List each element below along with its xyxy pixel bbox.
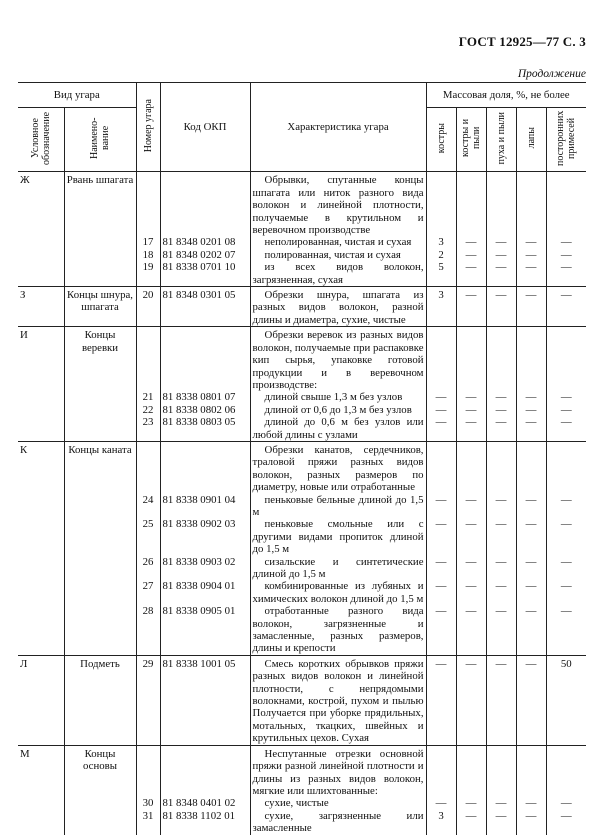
cell-nomer: 25 xyxy=(136,518,160,555)
cell-value: — xyxy=(456,404,486,416)
cell-value: — xyxy=(486,404,516,416)
cell-char: неполированная, чистая и сухая xyxy=(250,236,426,248)
waste-table xyxy=(18,82,586,835)
cell-nomer xyxy=(136,327,160,392)
header-lapy: лапы xyxy=(516,108,546,172)
cell-cond xyxy=(18,249,64,261)
cell-value: — xyxy=(516,494,546,519)
cell-name xyxy=(64,556,136,581)
cell-kod xyxy=(160,441,250,493)
table-body xyxy=(18,172,586,835)
cell-char: полированная, чистая и сухая xyxy=(250,249,426,261)
continuation-label: Продолжение xyxy=(517,68,586,80)
cell-value xyxy=(426,745,456,797)
cell-value: — xyxy=(560,797,572,810)
cell-value: — xyxy=(560,391,572,404)
cell-value: — xyxy=(486,518,516,555)
header-kod: Код ОКП xyxy=(160,83,250,172)
cell-value: — xyxy=(560,493,572,506)
cell-cond xyxy=(18,605,64,655)
table-row xyxy=(18,249,586,261)
header-char: Характеристика угара xyxy=(250,83,426,172)
cell-value: 3 xyxy=(426,810,456,835)
cell-value xyxy=(546,172,586,237)
cell-nomer: 19 xyxy=(136,261,160,286)
cell-nomer xyxy=(136,441,160,493)
cell-value: — xyxy=(486,556,516,581)
cell-name xyxy=(64,494,136,519)
cell-name xyxy=(64,797,136,809)
cell-nomer: 21 xyxy=(136,391,160,403)
cell-value: — xyxy=(546,287,586,327)
cell-nomer: 30 xyxy=(136,797,160,809)
table-row xyxy=(18,172,586,237)
table-header xyxy=(18,83,586,172)
cell-value: — xyxy=(516,655,546,745)
cell-char: сухие, чистые xyxy=(250,797,426,809)
cell-kod: 81 8338 0904 01 xyxy=(160,580,250,605)
cell-value xyxy=(456,327,486,392)
cell-value: — xyxy=(560,248,572,261)
cell-name xyxy=(64,261,136,286)
header-cond: Условное обозначение xyxy=(18,108,64,172)
cell-char: сизальские и синтетические длиной до 1,5 м xyxy=(250,556,426,581)
cell-kod: 81 8338 0901 04 xyxy=(160,494,250,519)
cell-value: — xyxy=(456,580,486,605)
cell-name: Концы шнура, шпагата xyxy=(64,287,136,327)
cell-value: — xyxy=(486,391,516,403)
table-row xyxy=(18,580,586,605)
cell-char: Смесь коротких обрывков пряжи разных видов волокон и линейной плотности, с непрядомыми волокнами, кострой, пухом и пылью Получается при уборке прядильных, мотальных, ткацких, швейных и крутильных цехов. Сухая xyxy=(250,655,426,745)
cell-kod: 81 8348 0401 02 xyxy=(160,797,250,809)
cell-name xyxy=(64,580,136,605)
cell-cond xyxy=(18,236,64,248)
cell-value: — xyxy=(516,605,546,655)
cell-value: — xyxy=(486,287,516,327)
cell-kod: 81 8338 0905 01 xyxy=(160,605,250,655)
cell-nomer xyxy=(136,172,160,237)
cell-value: — xyxy=(560,605,572,618)
cell-value xyxy=(546,327,586,392)
cell-value: — xyxy=(456,605,486,655)
cell-value: — xyxy=(486,416,516,441)
cell-value: — xyxy=(516,391,546,403)
cell-value: — xyxy=(516,236,546,248)
cell-value: — xyxy=(486,810,516,835)
cell-value xyxy=(516,441,546,493)
cell-name: Подметь xyxy=(64,655,136,745)
cell-cond xyxy=(18,556,64,581)
cell-name xyxy=(64,391,136,403)
header-kostry-pyli: костры и пыли xyxy=(456,108,486,172)
cell-value: — xyxy=(516,556,546,581)
table-row xyxy=(18,404,586,416)
cell-value: — xyxy=(426,404,456,416)
cell-nomer xyxy=(136,745,160,797)
table-row xyxy=(18,556,586,581)
cell-value: — xyxy=(456,236,486,248)
cell-value xyxy=(486,327,516,392)
cell-char: комбинированные из лубяных и химических волокон длиной до 1,5 м xyxy=(250,580,426,605)
table-row xyxy=(18,236,586,248)
cell-value: — xyxy=(516,287,546,327)
cell-name xyxy=(64,404,136,416)
cell-value: 2 xyxy=(426,249,456,261)
page-header: ГОСТ 12925—77 С. 3 xyxy=(458,34,586,49)
cell-char: Обрезки веревок из разных видов волокон, получаемые при распаковке кип сырья, упаковке готовой продукции и в веревочном производстве: xyxy=(250,327,426,392)
cell-value: — xyxy=(516,404,546,416)
cell-value: — xyxy=(426,416,456,441)
header-mass: Массовая доля, %, не более xyxy=(426,83,586,108)
cell-name xyxy=(64,249,136,261)
cell-value: — xyxy=(456,391,486,403)
cell-cond: К xyxy=(18,441,64,493)
cell-value: — xyxy=(516,249,546,261)
cell-char: пеньковые бельные длиной до 1,5 м xyxy=(250,494,426,519)
cell-nomer: 22 xyxy=(136,404,160,416)
cell-kod: 81 8338 1001 05 xyxy=(160,655,250,745)
cell-value: 3 xyxy=(426,287,456,327)
cell-value: — xyxy=(486,494,516,519)
cell-nomer: 23 xyxy=(136,416,160,441)
table-row xyxy=(18,655,586,745)
cell-value: — xyxy=(560,416,572,429)
cell-kod xyxy=(160,172,250,237)
cell-name: Концы веревки xyxy=(64,327,136,392)
cell-cond xyxy=(18,580,64,605)
cell-value xyxy=(456,441,486,493)
cell-value xyxy=(426,327,456,392)
table-row xyxy=(18,745,586,797)
cell-value: — xyxy=(456,416,486,441)
cell-cond: М xyxy=(18,745,64,797)
cell-cond xyxy=(18,518,64,555)
cell-value xyxy=(516,172,546,237)
cell-kod xyxy=(160,745,250,797)
cell-value: — xyxy=(516,580,546,605)
cell-name xyxy=(64,518,136,555)
cell-nomer: 28 xyxy=(136,605,160,655)
cell-name: Концы основы xyxy=(64,745,136,797)
cell-value: — xyxy=(456,518,486,555)
cell-char: Обрывки, спутанные концы шпагата или ниток разного вида волокон и линейной плотности, получаемые в крутильном и веревочном производстве xyxy=(250,172,426,237)
cell-value: — xyxy=(516,810,546,835)
cell-value: 3 xyxy=(426,236,456,248)
header-vid-ugara: Вид угара xyxy=(18,83,136,108)
cell-cond xyxy=(18,810,64,835)
cell-kod: 81 8348 0202 07 xyxy=(160,249,250,261)
cell-value: — xyxy=(456,249,486,261)
table-row xyxy=(18,327,586,392)
cell-char: Неспутанные отрезки основной пряжи разной линейной плотности и длины из разных видов волокон, мягкие или шлихтованные: xyxy=(250,745,426,797)
cell-cond xyxy=(18,797,64,809)
cell-value xyxy=(486,172,516,237)
cell-char: пеньковые смольные или с другими видами пропиток длиной до 1,5 м xyxy=(250,518,426,555)
cell-char: сухие, загрязненные или замасленные xyxy=(250,810,426,835)
cell-char: длиной свыше 1,3 м без узлов xyxy=(250,391,426,403)
cell-char: из всех видов волокон, загрязненная, сухая xyxy=(250,261,426,286)
cell-value: — xyxy=(456,655,486,745)
cell-value: — xyxy=(456,287,486,327)
cell-value: — xyxy=(426,580,456,605)
header-pukha-pyli: пуха и пыли xyxy=(486,108,516,172)
cell-value: — xyxy=(560,809,572,822)
cell-value xyxy=(426,172,456,237)
cell-name xyxy=(64,416,136,441)
cell-value: — xyxy=(486,605,516,655)
cell-kod: 81 8338 0902 03 xyxy=(160,518,250,555)
cell-value: 50 xyxy=(546,655,586,745)
cell-kod: 81 8338 0903 02 xyxy=(160,556,250,581)
cell-value: — xyxy=(456,261,486,286)
cell-value: — xyxy=(486,249,516,261)
cell-kod: 81 8338 0803 05 xyxy=(160,416,250,441)
cell-value: — xyxy=(426,605,456,655)
cell-nomer: 24 xyxy=(136,494,160,519)
cell-value: — xyxy=(456,556,486,581)
cell-value: — xyxy=(486,655,516,745)
table-row xyxy=(18,518,586,555)
cell-value: — xyxy=(516,518,546,555)
cell-name xyxy=(64,810,136,835)
cell-kod: 81 8338 1102 01 xyxy=(160,810,250,835)
cell-cond: Л xyxy=(18,655,64,745)
cell-value: — xyxy=(456,494,486,519)
cell-cond: Ж xyxy=(18,172,64,237)
cell-kod xyxy=(160,327,250,392)
header-name: Наимено-вание xyxy=(64,108,136,172)
cell-value: — xyxy=(486,797,516,809)
header-kostry: костры xyxy=(426,108,456,172)
cell-value: — xyxy=(426,797,456,809)
cell-value: — xyxy=(516,416,546,441)
cell-cond xyxy=(18,261,64,286)
cell-value: — xyxy=(426,556,456,581)
cell-value xyxy=(486,745,516,797)
cell-char: Обрезки канатов, сердечников, траловой пряжи разных видов волокон, разных размеров по диаметру, новые или отработанные xyxy=(250,441,426,493)
cell-value xyxy=(516,745,546,797)
table-row xyxy=(18,287,586,327)
cell-value: — xyxy=(456,810,486,835)
cell-value: — xyxy=(560,555,572,568)
cell-kod: 81 8338 0802 06 xyxy=(160,404,250,416)
cell-nomer: 29 xyxy=(136,655,160,745)
cell-nomer: 18 xyxy=(136,249,160,261)
cell-name xyxy=(64,605,136,655)
table-row xyxy=(18,810,586,835)
cell-nomer: 17 xyxy=(136,236,160,248)
cell-char: длиной от 0,6 до 1,3 м без узлов xyxy=(250,404,426,416)
cell-kod: 81 8348 0201 08 xyxy=(160,236,250,248)
cell-kod: 81 8338 0701 10 xyxy=(160,261,250,286)
cell-char: отработанные разного вида волокон, загрязненные и замасленные, разных размеров, длины и крепости xyxy=(250,605,426,655)
cell-char: Обрезки шнура, шпагата из разных видов волокон, разной длины и диаметра, сухие, чистые xyxy=(250,287,426,327)
table-row xyxy=(18,441,586,493)
cell-cond xyxy=(18,391,64,403)
table-row xyxy=(18,797,586,809)
table-row xyxy=(18,605,586,655)
cell-value: — xyxy=(560,403,572,416)
cell-kod: 81 8338 0801 07 xyxy=(160,391,250,403)
cell-nomer: 27 xyxy=(136,580,160,605)
cell-value xyxy=(486,441,516,493)
cell-value: — xyxy=(486,261,516,286)
table-row xyxy=(18,416,586,441)
cell-nomer: 26 xyxy=(136,556,160,581)
cell-value: — xyxy=(426,518,456,555)
cell-value xyxy=(546,441,586,493)
cell-cond: И xyxy=(18,327,64,392)
cell-value xyxy=(546,745,586,797)
cell-name xyxy=(64,236,136,248)
cell-value xyxy=(516,327,546,392)
cell-cond: З xyxy=(18,287,64,327)
cell-value xyxy=(456,745,486,797)
cell-value: — xyxy=(560,261,572,274)
cell-cond xyxy=(18,416,64,441)
cell-value: 5 xyxy=(426,261,456,286)
header-nomer: Номер угара xyxy=(136,83,160,172)
cell-value xyxy=(456,172,486,237)
table-row xyxy=(18,494,586,519)
cell-value: — xyxy=(516,261,546,286)
cell-name: Рвань шпагата xyxy=(64,172,136,237)
cell-value: — xyxy=(560,236,572,249)
cell-value: — xyxy=(560,518,572,531)
table-row xyxy=(18,391,586,403)
cell-cond xyxy=(18,494,64,519)
cell-kod: 81 8348 0301 05 xyxy=(160,287,250,327)
header-prim: посторонних примесей xyxy=(546,108,586,172)
cell-nomer: 31 xyxy=(136,810,160,835)
cell-value: — xyxy=(426,494,456,519)
cell-value: — xyxy=(426,655,456,745)
cell-value: — xyxy=(456,797,486,809)
cell-name: Концы каната xyxy=(64,441,136,493)
cell-value: — xyxy=(516,797,546,809)
cell-nomer: 20 xyxy=(136,287,160,327)
cell-value: — xyxy=(486,580,516,605)
cell-value xyxy=(426,441,456,493)
cell-value: — xyxy=(426,391,456,403)
table-row xyxy=(18,261,586,286)
cell-char: длиной до 0,6 м без узлов или любой длины с узлами xyxy=(250,416,426,441)
cell-value: — xyxy=(486,236,516,248)
cell-value: — xyxy=(560,580,572,593)
cell-cond xyxy=(18,404,64,416)
